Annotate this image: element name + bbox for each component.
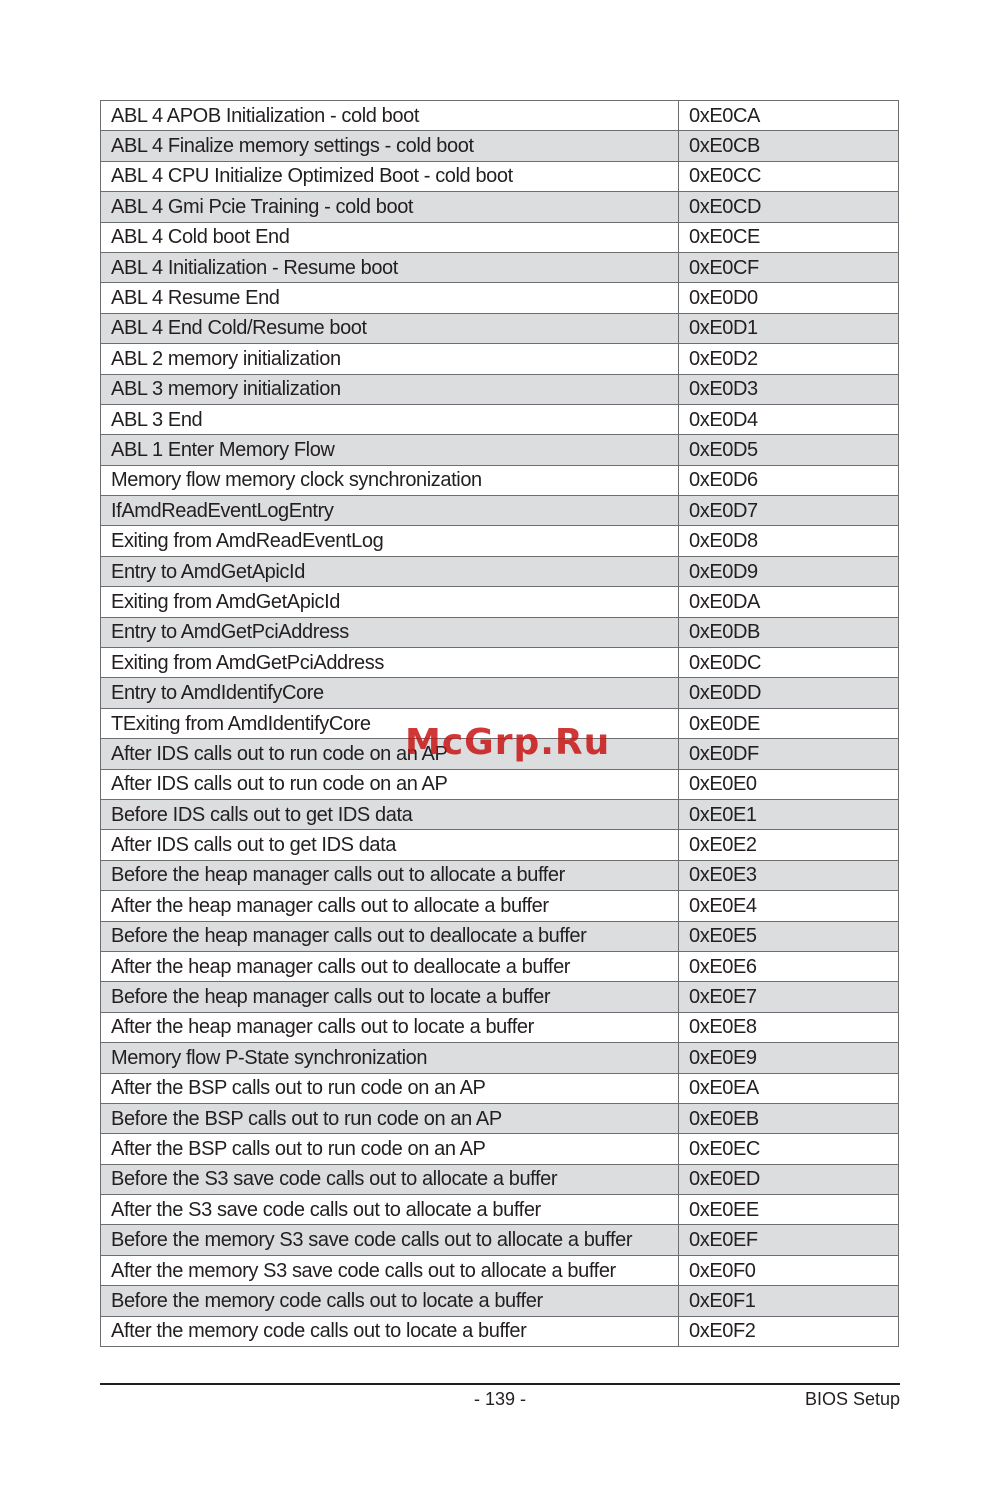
- table-row: [101, 435, 899, 465]
- row-description: Memory flow memory clock synchronization: [101, 465, 679, 495]
- row-description: After the heap manager calls out to allocate a buffer: [101, 891, 679, 921]
- row-description: Before the memory S3 save code calls out to allocate a buffer: [101, 1225, 679, 1255]
- row-description: After the heap manager calls out to locate a buffer: [101, 1012, 679, 1042]
- row-code: 0xE0E0: [679, 769, 899, 799]
- row-description: ABL 4 End Cold/Resume boot: [101, 313, 679, 343]
- row-description: Before the heap manager calls out to locate a buffer: [101, 982, 679, 1012]
- row-description: ABL 4 Initialization - Resume boot: [101, 252, 679, 282]
- table-row: [101, 860, 899, 890]
- table-row: [101, 222, 899, 252]
- row-description: TExiting from AmdIdentifyCore: [101, 708, 679, 738]
- row-code: 0xE0F1: [679, 1286, 899, 1316]
- row-code: 0xE0CF: [679, 252, 899, 282]
- row-description: Memory flow P-State synchronization: [101, 1043, 679, 1073]
- page-number: - 139 -: [473, 1389, 527, 1409]
- table-row: [101, 587, 899, 617]
- footer-divider: [100, 1383, 900, 1385]
- row-description: ABL 4 Resume End: [101, 283, 679, 313]
- table-row: [101, 1316, 899, 1346]
- row-description: After the heap manager calls out to deallocate a buffer: [101, 951, 679, 981]
- row-code: 0xE0DD: [679, 678, 899, 708]
- row-code: 0xE0DC: [679, 648, 899, 678]
- row-code: 0xE0CA: [679, 101, 899, 131]
- table-row: [101, 1073, 899, 1103]
- row-code: 0xE0CE: [679, 222, 899, 252]
- table-row: [101, 283, 899, 313]
- row-description: Before the BSP calls out to run code on an AP: [101, 1103, 679, 1133]
- row-code: 0xE0DB: [679, 617, 899, 647]
- table-row: [101, 830, 899, 860]
- row-description: Entry to AmdGetApicId: [101, 556, 679, 586]
- row-description: Before IDS calls out to get IDS data: [101, 799, 679, 829]
- table-row: [101, 951, 899, 981]
- row-code: 0xE0D1: [679, 313, 899, 343]
- table-row: [101, 101, 899, 131]
- row-description: ABL 4 Gmi Pcie Training - cold boot: [101, 192, 679, 222]
- row-description: ABL 4 Cold boot End: [101, 222, 679, 252]
- row-description: ABL 4 APOB Initialization - cold boot: [101, 101, 679, 131]
- row-code: 0xE0D5: [679, 435, 899, 465]
- table-row: [101, 496, 899, 526]
- table-row: [101, 556, 899, 586]
- row-code: 0xE0ED: [679, 1164, 899, 1194]
- table-row: [101, 161, 899, 191]
- row-code: 0xE0CB: [679, 131, 899, 161]
- row-code: 0xE0DA: [679, 587, 899, 617]
- table-row: [101, 374, 899, 404]
- table-row: [101, 678, 899, 708]
- row-description: Entry to AmdIdentifyCore: [101, 678, 679, 708]
- table-row: [101, 404, 899, 434]
- table-row: [101, 982, 899, 1012]
- row-code: 0xE0E6: [679, 951, 899, 981]
- row-code: 0xE0E9: [679, 1043, 899, 1073]
- row-description: Exiting from AmdGetApicId: [101, 587, 679, 617]
- table-row: [101, 192, 899, 222]
- row-code: 0xE0D9: [679, 556, 899, 586]
- table-row: [101, 1286, 899, 1316]
- row-description: After the BSP calls out to run code on an AP: [101, 1073, 679, 1103]
- row-code: 0xE0E4: [679, 891, 899, 921]
- table-row: [101, 465, 899, 495]
- table-row: [101, 1043, 899, 1073]
- row-description: Before the memory code calls out to locate a buffer: [101, 1286, 679, 1316]
- row-code: 0xE0E1: [679, 799, 899, 829]
- table-row: [101, 1134, 899, 1164]
- row-code: 0xE0F0: [679, 1255, 899, 1285]
- row-description: ABL 4 CPU Initialize Optimized Boot - cold boot: [101, 161, 679, 191]
- table-row: [101, 1012, 899, 1042]
- row-description: ABL 3 End: [101, 404, 679, 434]
- row-description: After the memory S3 save code calls out to allocate a buffer: [101, 1255, 679, 1285]
- table-row: [101, 921, 899, 951]
- row-description: Exiting from AmdGetPciAddress: [101, 648, 679, 678]
- row-code: 0xE0EA: [679, 1073, 899, 1103]
- row-code: 0xE0EB: [679, 1103, 899, 1133]
- table-row: [101, 1164, 899, 1194]
- row-description: After the S3 save code calls out to allocate a buffer: [101, 1195, 679, 1225]
- row-code: 0xE0EE: [679, 1195, 899, 1225]
- section-title: BIOS Setup: [804, 1389, 900, 1409]
- row-description: Exiting from AmdReadEventLog: [101, 526, 679, 556]
- row-description: Before the S3 save code calls out to allocate a buffer: [101, 1164, 679, 1194]
- row-description: IfAmdReadEventLogEntry: [101, 496, 679, 526]
- row-code: 0xE0EC: [679, 1134, 899, 1164]
- table-row: [101, 1225, 899, 1255]
- row-description: After IDS calls out to run code on an AP: [101, 769, 679, 799]
- row-code: 0xE0D6: [679, 465, 899, 495]
- row-description: After the BSP calls out to run code on an AP: [101, 1134, 679, 1164]
- row-code: 0xE0CD: [679, 192, 899, 222]
- table-row: [101, 344, 899, 374]
- row-code: 0xE0D2: [679, 344, 899, 374]
- row-description: ABL 1 Enter Memory Flow: [101, 435, 679, 465]
- row-code: 0xE0F2: [679, 1316, 899, 1346]
- table-row: [101, 313, 899, 343]
- table-row: [101, 1255, 899, 1285]
- row-code: 0xE0E7: [679, 982, 899, 1012]
- row-description: ABL 3 memory initialization: [101, 374, 679, 404]
- table-row: [101, 131, 899, 161]
- row-description: ABL 2 memory initialization: [101, 344, 679, 374]
- row-code: 0xE0D0: [679, 283, 899, 313]
- row-description: Before the heap manager calls out to allocate a buffer: [101, 860, 679, 890]
- watermark: McGrp.Ru: [405, 722, 611, 763]
- row-code: 0xE0D3: [679, 374, 899, 404]
- table-row: [101, 891, 899, 921]
- table-row: [101, 526, 899, 556]
- table-row: [101, 648, 899, 678]
- row-description: Entry to AmdGetPciAddress: [101, 617, 679, 647]
- row-description: After IDS calls out to get IDS data: [101, 830, 679, 860]
- row-description: Before the heap manager calls out to deallocate a buffer: [101, 921, 679, 951]
- row-description: ABL 4 Finalize memory settings - cold boot: [101, 131, 679, 161]
- row-code: 0xE0D8: [679, 526, 899, 556]
- table-row: [101, 1195, 899, 1225]
- row-code: 0xE0E8: [679, 1012, 899, 1042]
- row-code: 0xE0D4: [679, 404, 899, 434]
- table-row: [101, 252, 899, 282]
- row-code: 0xE0DE: [679, 708, 899, 738]
- row-code: 0xE0E5: [679, 921, 899, 951]
- table-row: [101, 769, 899, 799]
- table-row: [101, 1103, 899, 1133]
- row-description: After the memory code calls out to locate a buffer: [101, 1316, 679, 1346]
- table-row: [101, 617, 899, 647]
- row-code: 0xE0EF: [679, 1225, 899, 1255]
- row-code: 0xE0E3: [679, 860, 899, 890]
- row-code: 0xE0D7: [679, 496, 899, 526]
- row-code: 0xE0DF: [679, 739, 899, 769]
- table-row: [101, 799, 899, 829]
- row-description: After IDS calls out to run code on an AP: [101, 739, 679, 769]
- row-code: 0xE0E2: [679, 830, 899, 860]
- row-code: 0xE0CC: [679, 161, 899, 191]
